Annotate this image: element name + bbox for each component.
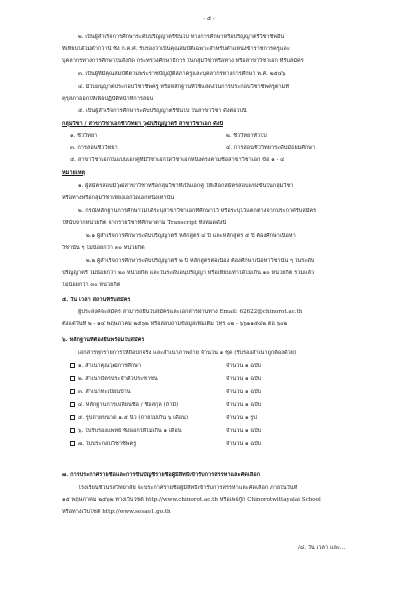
document-item-label: ๖. ใบรับรองแพทย์ ซึ่งออกให้ไม่เกิน ๑ เดือน [78,428,182,434]
remark-2-1-line-1: ๒.๑ ผู้สำเร็จการศึกษาระดับปริญญาตรี หลักสูตร ๔ ปี และหลักสูตร ๕ ปี ต้องศึกษาเนื้อหา [86,233,296,239]
document-item-1 [70,363,141,370]
section-7-heading: ๗. การประกาศรายชื่อและการขึ้นบัญชีรายชื่อผู้มีสิทธิ์เข้ารับการสรรหาและคัดเลือก [62,472,260,478]
document-item-3 [70,389,131,396]
qualification-item-3: ๓. เป็นผู้ที่มีคุณสมบัติตามพระราชบัญญัติสภาครูและบุคลากรทางการศึกษา พ.ศ. ๒๕๔๖ [78,71,286,77]
document-item-5 [70,415,188,422]
document-item-label: ๒. สำเนาบัตรประจำตัวประชาชน [78,376,158,382]
section-7-line-2: ๑๕ พฤษภาคม ๒๕๖๒ ทางเว็บไซต์ http://www.chinorot.ac.th หรือเพจกู๊ก Chinorotwittayalai School [62,497,321,503]
subject-item-2: ๒. ชีววิทยาทั่วไป [226,133,267,139]
continuation-note: /๘. วัน เวลา และ... [298,545,346,551]
remark-1-line-2: หรือทางหรือกลุ่มวิชาเพียงเอกใดเอกหนึ่งเท่านั้น [62,195,175,201]
subject-item-3: ๓. การสอนชีววิทยา [70,145,118,151]
qualification-item-4-line-2: คุรุสภาออกให้เพื่อปฏิบัติหน้าที่การสอน [62,96,154,102]
subject-item-4: ๔. การสอนชีววิทยาระดับมัธยมศึกษา [226,145,316,151]
remark-2-line-2: ให้นับจากหน่วยกิต จากรายวิชาที่ศึกษาตาม Transcript ทั้งหมดดังนี้ [62,220,227,226]
remark-2-1-line-2: วิชานั้น ๆ ไม่น้อยกว่า ๓๐ หน่วยกิต [62,245,145,251]
remark-2-2-line-2: ปริญญาตรี ไม่น้อยกว่า ๒๐ หน่วยกิต และในระดับอนุปริญญา หรือเทียบเท่าได้ไม่เกิน ๑๐ หน่วยกิต รวมแล้ว [62,270,315,276]
document-item-label: ๗. ใบประกอบวิชาชีพครู [78,441,137,447]
checkbox-icon [70,402,75,407]
subject-item-1: ๑. ชีววิทยา [70,133,98,139]
checkbox-icon [70,428,75,433]
remark-2-2-line-3: ไม่น้อยกว่า ๓๐ หน่วยกิต [62,282,121,288]
document-item-2 [70,376,158,383]
qualification-item-4-line-1: ๔. มีใบอนุญาตประกอบวิชาชีพครู หรือหลักฐานที่ใช้แสดงในการประกอบวิชาชีพครูตามที่ [78,84,290,90]
document-item-label: ๑. สำเนาคุณวุฒิการศึกษา [78,363,141,369]
qualification-item-2-line-1: ๒. เป็นผู้สำเร็จการศึกษาระดับปริญญาตรีขึ้นไป ทางการศึกษาหรือปริญญาตรีวิชาชีพอื่น [78,34,285,40]
section-6-heading: ๖. หลักฐานที่ต้องยื่นพร้อมใบสมัคร [62,337,145,343]
document-item-qty: จำนวน ๑ ฉบับ [226,376,262,382]
checkbox-icon [70,415,75,420]
document-item-qty: จำนวน ๑ ฉบับ [226,389,262,395]
qualification-item-2-line-3: บุคลากรทางการศึกษาในสังกัด กระทรวงศึกษาธิการ ในกลุ่มวิชาหรือทาง หรือสาขาวิชาเอก ที่รับสมัคร [62,58,304,64]
qualification-item-2-line-2: ที่เทียบได้ไม่ต่ำกว่านี้ ซึ่ง ก.ค.ศ. รับรองว่าเป็นคุณสมบัติเฉพาะสำหรับตำแหน่งข้าราชการครูและ [62,46,290,52]
section-5-line-2: ตั้งแต่วันที่ ๒ - ๑๔ พฤษภาคม ๒๕๖๒ หรือสอบถามข้อมูลเพิ่มเติม โทร ๐๒ - ๖๖๑๑๕๔๒ ต่อ ๖๐๒ [62,321,288,327]
section-7-line-3: หรือทางเว็บไซต์ http://www.sesao1.go.th [62,509,171,515]
checkbox-icon [70,376,75,381]
document-item-4 [70,402,178,409]
checkbox-icon [70,363,75,368]
checkbox-icon [70,441,75,446]
document-item-label: ๔. หลักฐานการเปลี่ยนชื่อ / ชื่อสกุล (ถ้ามี) [78,402,179,408]
document-item-6 [70,428,182,435]
remark-2-2-line-1: ๒.๒ ผู้สำเร็จการศึกษาระดับปริญญาตรี ๒ ปี หลักสูตรต่อเนื่อง ต้องศึกษาเนื้อหาวิชานั้น ๆ ในระดับ [86,258,315,264]
document-item-qty: จำนวน ๑ ฉบับ [226,402,262,408]
document-item-label: ๕. รูปถ่ายขนาด ๑.๕ นิ้ว (ถ่ายไม่เกิน ๖ เดือน) [78,415,189,421]
document-item-qty: จำนวน ๑ ฉบับ [226,441,262,447]
section-7-line-1: โรงเรียนชิโนรสวิทยาลัย จะประกาศรายชื่อผู้มีสิทธิ์เข้ารับการสรรหาและคัดเลือก ภายในวันที่ [78,485,298,491]
document-item-label: ๓. สำเนาทะเบียนบ้าน [78,389,131,395]
subject-group-heading: กลุ่มวิชา / สาขาวิชาเอกชีววิทยา วุฒิปริญญาตรี สาขาวิชาเอก ดังนี้ [62,121,224,127]
section-5-heading: ๕. วัน เวลา สถานที่รับสมัคร [62,297,131,303]
page-number: - ๕ - [203,16,215,22]
remark-2-line-1: ๒. กรณีหลักฐานการศึกษาไม่ได้ระบุสาขาวิชาเอกที่ศึกษาไว้ หรือระบุไว้แตกต่างจากประกาศรับสมัคร [78,208,317,214]
document-item-qty: จำนวน ๑ รูป [226,415,257,421]
qualification-item-5: ๕. เป็นผู้สำเร็จการศึกษาระดับปริญญาตรีขึ้นไป ในสาขาวิชา ดังต่อไปนี้ [78,108,247,114]
remarks-heading: หมายเหตุ [62,170,86,176]
section-6-intro: เอกสารทุกรายการให้ถือปกจริง และสำเนาภาพถ่าย จำนวน ๑ ชุด (รับรองสำเนาถูกต้องด้วย) [78,350,297,356]
checkbox-icon [70,389,75,394]
section-5-line-1: ผู้ประสงค์จะสมัคร สามารถยื่นใบสมัครและเอกสารผ่านทาง Email: 62622@chinorot.ac.th [78,309,303,315]
document-item-qty: จำนวน ๑ ฉบับ [226,428,262,434]
document-item-7 [70,441,136,448]
remark-1-line-1: ๑. ผู้สมัครสอบมีวุฒิสาขาวิชาหรือกลุ่มวิชาที่เป็นเอกคู่ ให้เลือกสมัครสอบแข่งขันในกลุ่มวิชา [78,183,294,189]
subject-item-5-note: ๕. สาขาวิชาเอกในแบบเอกคู่ที่มีวิชาเอกใดวิชาเอกหนึ่งตรงตามชื่อสาขาวิชาเอก ข้อ ๑ - ๔ [70,157,285,163]
document-item-qty: จำนวน ๑ ฉบับ [226,363,262,369]
